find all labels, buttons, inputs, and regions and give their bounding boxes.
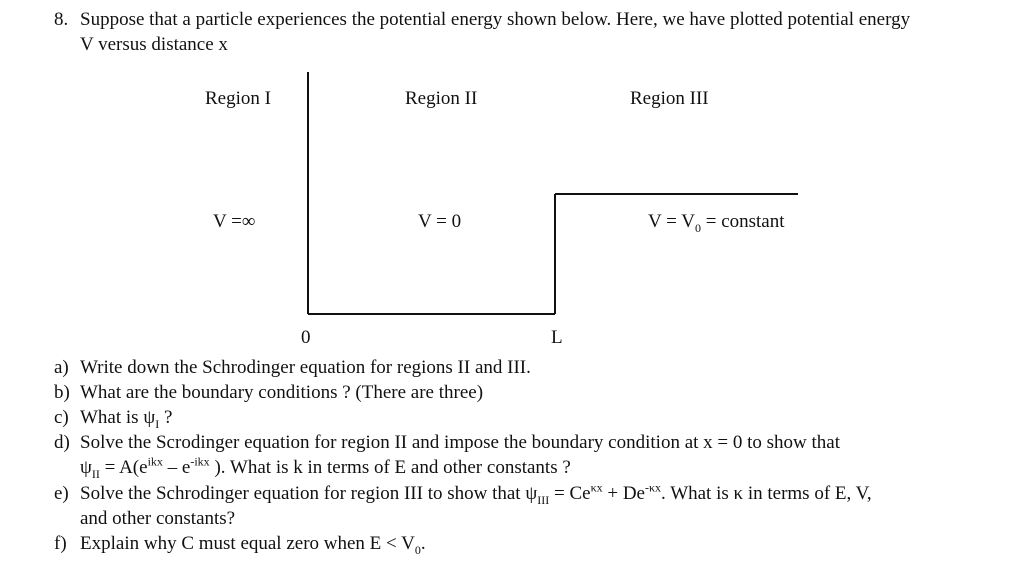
region-i-label: Region I — [205, 88, 271, 109]
x-tick-zero: 0 — [301, 327, 311, 348]
region-iii-potential: $V = V_0$ = constant — [648, 211, 785, 235]
problem-intro-line-1: Suppose that a particle experiences the potential energy shown below. Here, we have plotted potential energy — [80, 9, 911, 30]
question-a-label: a) — [54, 357, 69, 378]
question-e-continuation: and other constants? — [80, 508, 236, 529]
x-tick-l: L — [551, 327, 563, 348]
question-f-text: Explain why C must equal zero when $E < V_0$. — [80, 533, 426, 557]
question-c-label: c) — [54, 407, 69, 428]
question-b-label: b) — [54, 382, 70, 403]
region-ii-potential: V = 0 — [418, 211, 462, 232]
question-c-text: What is $\psi_I$ ? — [80, 407, 173, 431]
question-b-text: What are the boundary conditions ? (There are three) — [80, 382, 484, 403]
region-i-potential: V =∞ — [213, 211, 256, 232]
question-a-text: Write down the Schrodinger equation for regions II and III. — [80, 357, 531, 378]
question-e-text: Solve the Schrodinger equation for region III to show that $\psi_{III} = Ce^{\kappa x} + De^{-\kappa x}$. What is κ in terms of E, V, — [80, 480, 872, 507]
question-f-label: f) — [54, 533, 67, 554]
problem-number: 8. — [54, 9, 69, 30]
question-d-equation: $\psi_{II} = A(e^{ikx} - e^{-ikx}$ ). What is k in terms of E and other constants ? — [80, 454, 571, 481]
question-e-label: e) — [54, 483, 69, 504]
region-ii-label: Region II — [405, 88, 478, 109]
question-d-text: Solve the Scrodinger equation for region II and impose the boundary condition at x = 0 to show that — [80, 432, 840, 453]
problem-intro-line-2: V versus distance x — [80, 34, 228, 55]
question-d-label: d) — [54, 432, 70, 453]
region-iii-label: Region III — [630, 88, 709, 109]
